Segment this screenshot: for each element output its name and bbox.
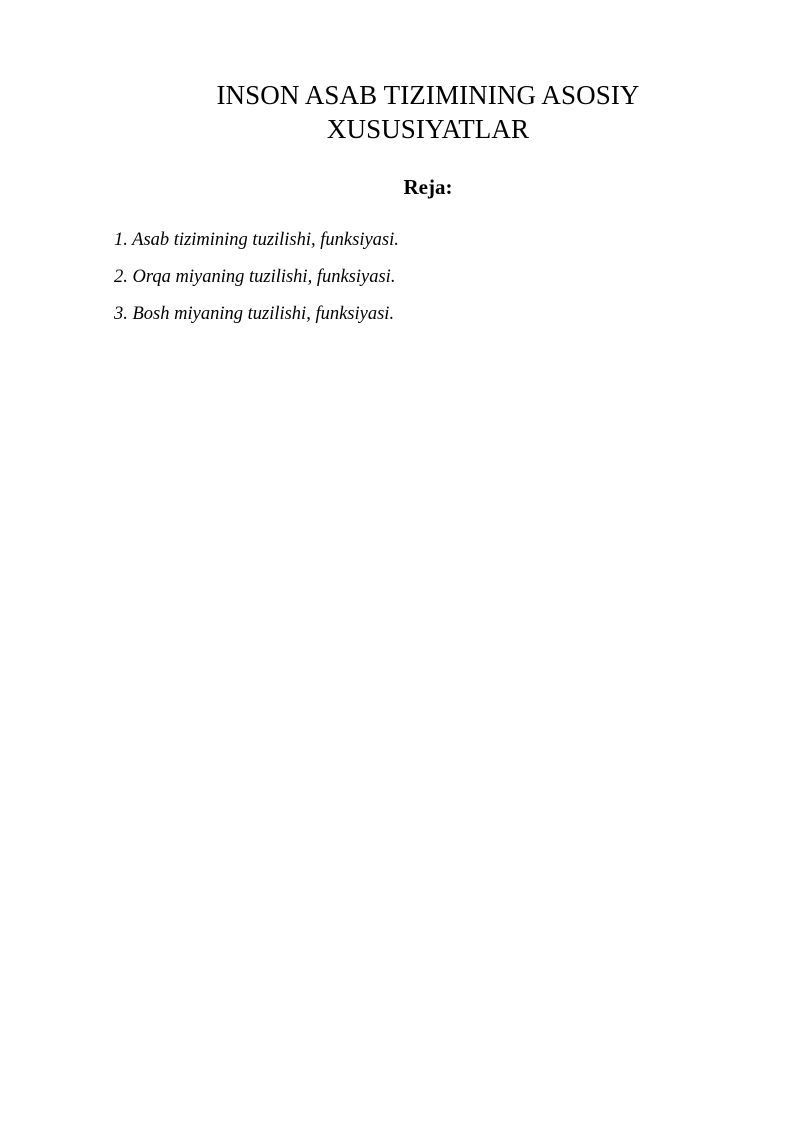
plan-heading: Reja: <box>403 175 453 199</box>
document-title <box>170 78 686 146</box>
title-line-2: XUSUSIYATLAR <box>326 114 530 144</box>
plan-item-1: 1. Asab tizimining tuzilishi, funksiyasi. <box>114 230 399 250</box>
plan-item-3: 3. Bosh miyaning tuzilishi, funksiyasi. <box>114 304 395 324</box>
plan-list <box>114 226 399 337</box>
title-line-1: INSON ASAB TIZIMINING ASOSIY <box>216 80 640 110</box>
plan-item-2: 2. Orqa miyaning tuzilishi, funksiyasi. <box>114 267 396 287</box>
